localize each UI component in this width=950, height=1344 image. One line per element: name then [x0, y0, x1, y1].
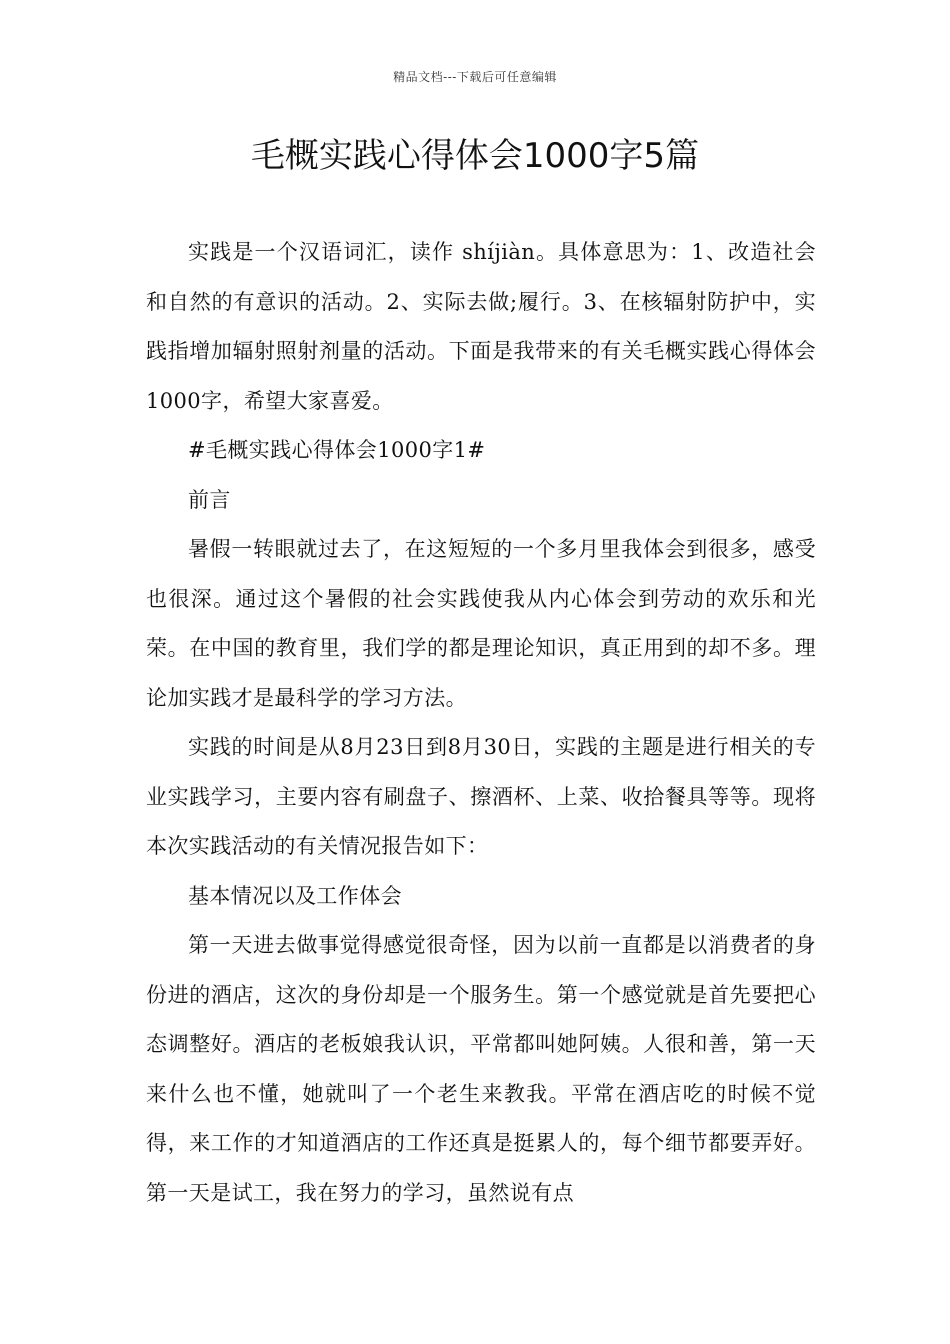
section-heading-1: #毛概实践心得体会1000字1#: [188, 438, 486, 462]
body-paragraph: 暑假一转眼就过去了，在这短短的一个多月里我体会到很多，感受也很深。通过这个暑假的社会实践使我从内心体会到劳动的欢乐和光荣。在中国的教育里，我们学的都是理论知识，真正用到的却不多。理论加实践才是最科学的学习方法。: [146, 537, 816, 710]
preface-heading: 前言: [188, 487, 231, 512]
body-paragraph: 实践的时间是从8月23日到8月30日，实践的主题是进行相关的专业实践学习，主要内容有刷盘子、擦酒杯、上菜、收拾餐具等等。现将本次实践活动的有关情况报告如下：: [146, 735, 816, 858]
header-note: 精品文档---下载后可任意编辑: [393, 70, 557, 84]
document-body: [146, 228, 816, 1218]
intro-paragraph: 实践是一个汉语词汇，读作 shíjiàn。具体意思为：1、改造社会和自然的有意识的活动。2、实际去做;履行。3、在核辐射防护中，实践指增加辐射照射剂量的活动。下面是我带来的有关毛概实践心得体会1000字，希望大家喜爱。: [146, 240, 816, 413]
body-paragraph: 第一天进去做事觉得感觉很奇怪，因为以前一直都是以消费者的身份进的酒店，这次的身份却是一个服务生。第一个感觉就是首先要把心态调整好。酒店的老板娘我认识，平常都叫她阿姨。人很和善，第一天来什么也不懂，她就叫了一个老生来教我。平常在酒店吃的时候不觉得，来工作的才知道酒店的工作还真是挺累人的，每个细节都要弄好。第一天是试工，我在努力的学习，虽然说有点: [146, 933, 816, 1205]
subsection-heading: 基本情况以及工作体会: [188, 883, 402, 908]
document-title: 毛概实践心得体会1000字5篇: [250, 136, 700, 176]
